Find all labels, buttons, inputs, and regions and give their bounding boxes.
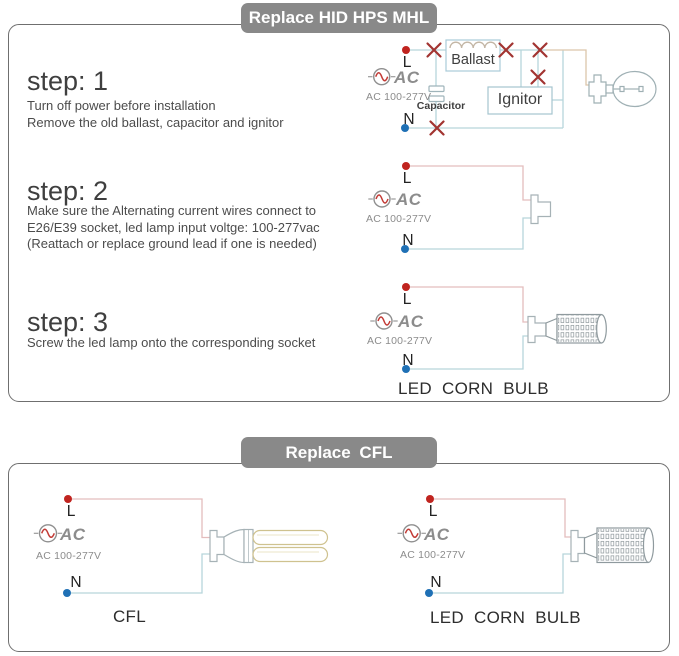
- step3-line1: Screw the led lamp onto the corresponding socket: [27, 335, 316, 350]
- led-corn-bulb-caption: LED CORN BULB: [398, 379, 549, 398]
- step2-title: step: 2: [27, 176, 109, 206]
- live-dot: [402, 46, 410, 54]
- step1-description: [27, 98, 284, 131]
- step3-live-label: L: [402, 291, 412, 308]
- step1-line1: Turn off power before installation: [27, 98, 216, 113]
- step2-line2: E26/E39 socket, led lamp input voltge: 100-277vac: [27, 219, 320, 235]
- step2-live-wire: [410, 166, 531, 200]
- cfl-live-label: L: [66, 503, 76, 520]
- empty-socket: [531, 195, 551, 224]
- step2-circuit-diagram: [360, 158, 565, 258]
- live-dot: [402, 283, 410, 291]
- socket: [571, 531, 585, 562]
- ignitor-label: Ignitor: [497, 91, 543, 108]
- led-chip-texture: [598, 529, 647, 562]
- ac-source-icon: [368, 69, 395, 85]
- step3-live-wire: [410, 287, 528, 322]
- led-voltage-label: AC 100-277V: [400, 549, 466, 561]
- bulb-end-cap: [644, 528, 654, 562]
- cfl-base: [224, 530, 244, 563]
- panel1-title: Replace HID HPS MHL: [248, 8, 430, 27]
- hid-socket: [589, 75, 613, 103]
- panel2-title: Replace CFL: [285, 442, 393, 462]
- led-neutral-label: N: [430, 574, 442, 591]
- step1-live-label: L: [402, 54, 412, 71]
- panel2-title-badge: [241, 437, 437, 468]
- led-corn-bulb-caption-2: LED CORN BULB: [430, 608, 581, 627]
- step3-neutral-label: N: [402, 352, 414, 369]
- step3-title: step: 3: [27, 307, 109, 337]
- led-live-label: L: [428, 503, 438, 520]
- step3-voltage-label: AC 100-277V: [367, 335, 433, 347]
- live-dot: [64, 495, 72, 503]
- live-dot: [426, 495, 434, 503]
- step1-ac-label: AC: [394, 68, 420, 87]
- step2-line3: (Reattach or replace ground lead if one is needed): [27, 236, 317, 251]
- step2-line1: Make sure the Alternating current wires connect to: [27, 203, 317, 218]
- step3-ac-label: AC: [398, 312, 424, 331]
- step1-neutral-label: N: [403, 111, 415, 128]
- cfl-live-wire: [72, 499, 210, 538]
- step1-wires-to-socket: [546, 50, 592, 85]
- panel1-title-badge: [241, 3, 437, 33]
- led-ac-label: AC: [424, 525, 450, 544]
- led-corn-bulb: [528, 315, 606, 344]
- hid-bulb: [613, 72, 656, 107]
- ac-source-icon: [34, 525, 62, 542]
- socket: [210, 531, 224, 562]
- ac-source-icon: [368, 191, 395, 207]
- ballast-label: Ballast: [451, 52, 495, 68]
- socket: [528, 317, 546, 343]
- led-corn-bulb: [571, 528, 654, 563]
- led-live-wire: [434, 499, 571, 537]
- step2-neutral-label: N: [402, 232, 414, 249]
- ac-source-icon: [398, 525, 426, 542]
- step1-title: step: 1: [27, 66, 109, 96]
- bulb-neck: [585, 533, 598, 558]
- capacitor-label: Capacitor: [416, 100, 466, 112]
- step3-description: [27, 335, 315, 352]
- led-chip-texture: [558, 316, 600, 343]
- cfl-neutral-label: N: [70, 574, 82, 591]
- cfl-bulb: [210, 530, 328, 563]
- bulb-neck: [546, 319, 557, 341]
- cfl-caption: CFL: [112, 607, 147, 626]
- step1-line2: Remove the old ballast, capacitor and ignitor: [27, 114, 284, 130]
- cfl-ac-label: AC: [60, 525, 86, 544]
- step2-description: [27, 203, 320, 253]
- live-dot: [402, 162, 410, 170]
- step2-voltage-label: AC 100-277V: [366, 213, 432, 225]
- ac-source-icon: [370, 313, 397, 329]
- cfl-voltage-label: AC 100-277V: [36, 550, 102, 562]
- step1-voltage-label: AC 100-277V: [366, 91, 432, 103]
- step2-live-label: L: [402, 170, 412, 187]
- step2-ac-label: AC: [396, 190, 422, 209]
- bulb-end-cap: [597, 315, 607, 343]
